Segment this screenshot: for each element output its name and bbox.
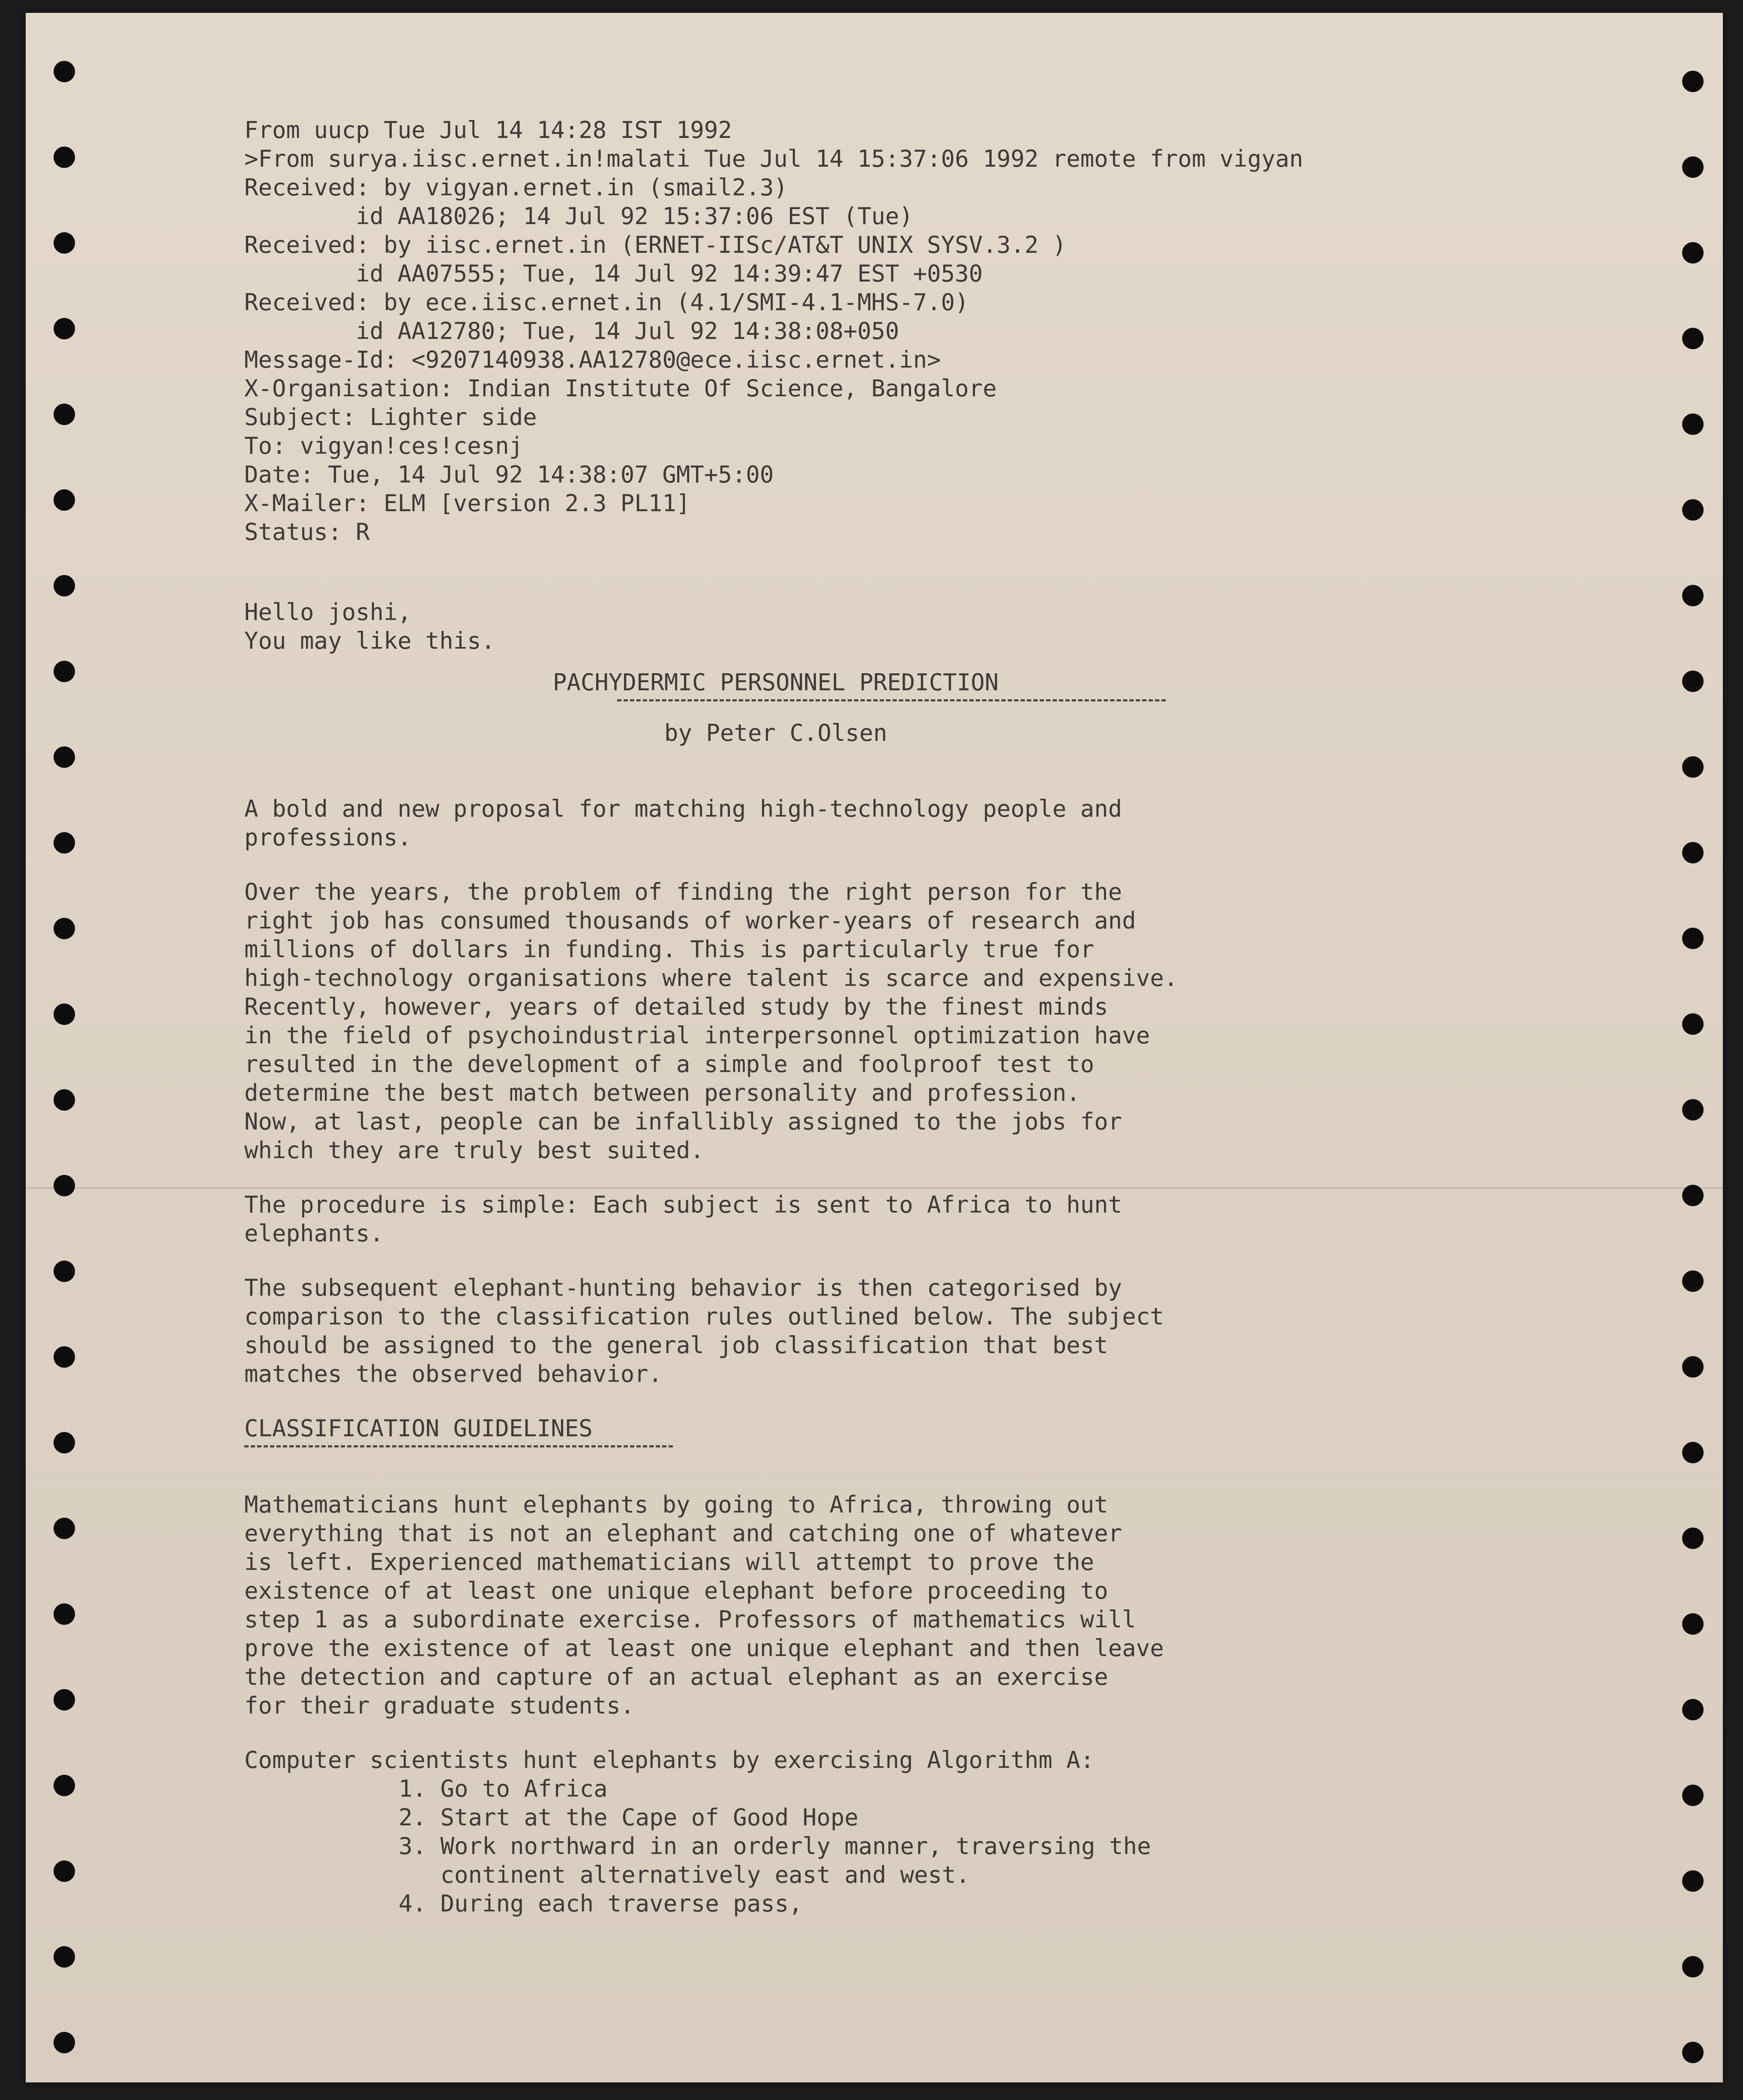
header-line: id AA18026; 14 Jul 92 15:37:06 EST (Tue) <box>244 203 913 230</box>
feed-hole <box>1682 1699 1704 1720</box>
feed-hole <box>1682 928 1704 949</box>
feed-hole <box>54 1175 75 1196</box>
paragraph-line: professions. <box>244 824 412 851</box>
paragraph-line: Now, at last, people can be infallibly assigned to the jobs for <box>244 1108 1122 1135</box>
feed-hole <box>54 61 75 82</box>
algorithm-step: 1. Go to Africa <box>399 1775 608 1802</box>
feed-hole <box>54 918 75 939</box>
header-line: id AA12780; Tue, 14 Jul 92 14:38:08+050 <box>244 318 900 345</box>
paragraph-3 <box>244 1273 1659 1388</box>
header-line: Received: by vigyan.ernet.in (smail2.3) <box>244 174 788 201</box>
feed-hole <box>1682 413 1704 435</box>
paragraph-line: The procedure is simple: Each subject is sent to Africa to hunt <box>244 1191 1122 1218</box>
byline: by Peter C.Olsen <box>664 719 888 746</box>
paragraph-line: should be assigned to the general job classification that best <box>244 1332 1108 1359</box>
left-tractor-feed-strip <box>43 13 86 2082</box>
paragraph-line: comparison to the classification rules outlined below. The subject <box>244 1303 1164 1330</box>
right-tractor-feed-strip <box>1671 13 1714 2082</box>
feed-hole <box>1682 328 1704 349</box>
paragraph-line: high-technology organisations where talent is scarce and expensive. <box>244 965 1178 992</box>
feed-hole <box>54 1004 75 1025</box>
feed-hole <box>1682 499 1704 521</box>
header-line: Date: Tue, 14 Jul 92 14:38:07 GMT+5:00 <box>244 461 774 488</box>
paragraph-5: Computer scientists hunt elephants by exercising Algorithm A: <box>244 1747 1095 1773</box>
feed-hole <box>1682 1528 1704 1549</box>
feed-hole <box>54 489 75 511</box>
section-heading-underline <box>244 1445 673 1447</box>
article-title: PACHYDERMIC PERSONNEL PREDICTION <box>552 669 999 696</box>
feed-hole <box>1682 1956 1704 1977</box>
feed-hole <box>1682 1356 1704 1378</box>
feed-hole <box>54 832 75 854</box>
feed-hole <box>54 1518 75 1539</box>
header-line: To: vigyan!ces!cesnj <box>244 432 523 459</box>
feed-hole <box>54 661 75 682</box>
email-printout-text <box>244 116 1659 1918</box>
feed-hole <box>1682 1785 1704 1806</box>
paragraph-line: right job has consumed thousands of worker-years of research and <box>244 907 1136 934</box>
feed-hole <box>54 1089 75 1111</box>
feed-hole <box>1682 671 1704 692</box>
feed-hole <box>1682 2042 1704 2063</box>
feed-hole <box>1682 842 1704 863</box>
greeting-line: Hello joshi, <box>244 599 412 626</box>
feed-hole <box>54 1775 75 1796</box>
feed-hole <box>1682 1870 1704 1892</box>
feed-hole <box>54 318 75 339</box>
paragraph-line: the detection and capture of an actual elephant as an exercise <box>244 1663 1108 1690</box>
paragraph-line: step 1 as a subordinate exercise. Professors of mathematics will <box>244 1606 1136 1633</box>
algorithm-step: 4. During each traverse pass, <box>399 1890 803 1917</box>
feed-hole <box>1682 585 1704 606</box>
feed-hole <box>1682 1613 1704 1635</box>
feed-hole <box>1682 1013 1704 1035</box>
feed-hole <box>1682 1270 1704 1292</box>
feed-hole <box>54 1346 75 1368</box>
paragraph-line: Recently, however, years of detailed study by the finest minds <box>244 993 1108 1020</box>
feed-hole <box>54 147 75 168</box>
header-line: From uucp Tue Jul 14 14:28 IST 1992 <box>244 117 732 144</box>
paragraph-line: everything that is not an elephant and catching one of whatever <box>244 1520 1122 1547</box>
section-heading: CLASSIFICATION GUIDELINES <box>244 1415 593 1442</box>
intro-paragraph <box>244 794 1659 852</box>
feed-hole <box>54 1689 75 1711</box>
paragraph-line: A bold and new proposal for matching high-technology people and <box>244 795 1122 822</box>
header-line: Status: R <box>244 518 370 545</box>
greeting <box>244 598 1659 655</box>
paragraph-line: matches the observed behavior. <box>244 1360 663 1387</box>
feed-hole <box>1682 156 1704 178</box>
paragraph-line: The subsequent elephant-hunting behavior is then categorised by <box>244 1274 1122 1301</box>
feed-hole <box>54 1261 75 1282</box>
paragraph-line: is left. Experienced mathematicians will attempt to prove the <box>244 1549 1095 1576</box>
paragraph-1 <box>244 878 1659 1165</box>
feed-hole <box>54 404 75 425</box>
feed-hole <box>54 1603 75 1625</box>
header-line: X-Organisation: Indian Institute Of Science, Bangalore <box>244 375 997 402</box>
feed-hole <box>54 1432 75 1453</box>
paragraph-line: determine the best match between personality and profession. <box>244 1079 1080 1106</box>
feed-hole <box>54 2032 75 2053</box>
paragraph-line: resulted in the development of a simple and foolproof test to <box>244 1051 1095 1078</box>
paragraph-line: Mathematicians hunt elephants by going to Africa, throwing out <box>244 1491 1108 1518</box>
paragraph-line: for their graduate students. <box>244 1692 635 1719</box>
header-line: Received: by ece.iisc.ernet.in (4.1/SMI-4.1-MHS-7.0) <box>244 289 969 316</box>
header-line: >From surya.iisc.ernet.in!malati Tue Jul 14 15:37:06 1992 remote from vigyan <box>244 145 1303 172</box>
paragraph-2 <box>244 1190 1659 1248</box>
feed-hole <box>1682 1442 1704 1463</box>
paragraph-line: which they are truly best suited. <box>244 1137 704 1164</box>
paragraph-line: prove the existence of at least one unique elephant and then leave <box>244 1635 1164 1662</box>
greeting-line: You may like this. <box>244 627 495 654</box>
feed-hole <box>54 1860 75 1882</box>
feed-hole <box>1682 756 1704 778</box>
feed-hole <box>1682 1185 1704 1206</box>
header-line: Received: by iisc.ernet.in (ERNET-IISc/AT&T UNIX SYSV.3.2 ) <box>244 231 1067 258</box>
feed-hole <box>54 1946 75 1968</box>
feed-hole <box>54 232 75 254</box>
feed-hole <box>1682 1099 1704 1120</box>
paragraph-line: in the field of psychoindustrial interpersonnel optimization have <box>244 1022 1150 1049</box>
email-headers <box>244 116 1659 546</box>
algorithm-step: continent alternatively east and west. <box>399 1861 970 1888</box>
header-line: Subject: Lighter side <box>244 404 537 431</box>
header-line: Message-Id: <9207140938.AA12780@ece.iisc.ernet.in> <box>244 346 941 373</box>
feed-hole <box>1682 71 1704 92</box>
paragraph-line: elephants. <box>244 1220 384 1247</box>
feed-hole <box>54 575 75 596</box>
header-line: id AA07555; Tue, 14 Jul 92 14:39:47 EST +0530 <box>244 260 983 287</box>
algorithm-step: 2. Start at the Cape of Good Hope <box>399 1804 858 1831</box>
title-underline <box>617 699 1166 701</box>
feed-hole <box>54 746 75 768</box>
paragraph-line: millions of dollars in funding. This is particularly true for <box>244 936 1095 963</box>
paragraph-line: existence of at least one unique elephant before proceeding to <box>244 1577 1108 1604</box>
header-line: X-Mailer: ELM [version 2.3 PL11] <box>244 490 690 517</box>
algorithm-step: 3. Work northward in an orderly manner, traversing the <box>399 1833 1151 1860</box>
paragraph-4 <box>244 1490 1659 1720</box>
paragraph-line: Over the years, the problem of finding the right person for the <box>244 878 1122 905</box>
feed-hole <box>1682 242 1704 264</box>
algorithm-steps <box>399 1774 1659 1918</box>
printout-sheet <box>26 13 1723 2082</box>
